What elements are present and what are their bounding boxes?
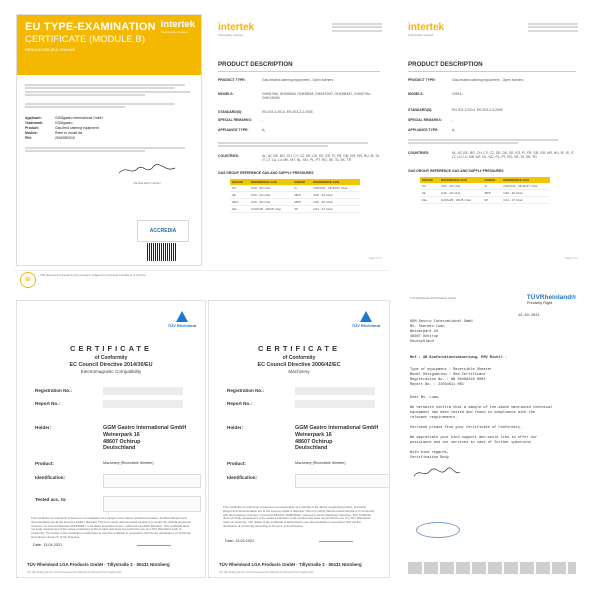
- certificate-heading: CERTIFICATE: [69, 344, 153, 353]
- label-tested: Tested acc. to:: [35, 497, 67, 502]
- label-standards: STANDARD(S):: [218, 110, 243, 114]
- tuv-logo: TÜV Rheinland: [167, 311, 197, 333]
- holder-address: GGM Gastro International GmbH Weinerpark 16 48607 Ochtrup Deutschland: [295, 425, 379, 452]
- certificate-subheading: of Conformity: [94, 355, 128, 361]
- intertek-footer-strip: [14, 270, 388, 289]
- address-block: [332, 22, 382, 33]
- page-title: PRODUCT DESCRIPTION: [408, 61, 483, 68]
- footer-disclaimer: This document is issued by the Company subject to its General Conditions of Service.: [40, 273, 147, 277]
- certificate-subheading: of Conformity: [282, 355, 316, 361]
- label-product-type: PRODUCT TYPE:: [218, 78, 246, 82]
- letter-detail: Type of equipment : Reversible Sheeter: [410, 368, 492, 372]
- label-standards: STANDARD(S):: [408, 108, 433, 112]
- gas-table-caption: GAS GROUP, REFERENCE GAS AND SUPPLY PRESSURES: [218, 171, 314, 175]
- intertek-circle-logo: in: [20, 272, 36, 288]
- page-title: PRODUCT DESCRIPTION: [218, 61, 293, 68]
- gas-table-caption: GAS GROUP, REFERENCE GAS AND SUPPLY PRESSURES: [408, 169, 504, 173]
- value-countries: AL, AT, BE, BG, CH, CY, CZ, DE, DK, EE, ES, FI, FR, GB, GR, HR, HU, IE, IS, IT, LT, LU, LV, MK, MT, NL, NO, PL, PT, RO, SE, SI, SK, TR: [262, 154, 380, 162]
- label-models: MODELS:: [218, 92, 234, 96]
- ce-marking-note: The CE marking may be used if all relevant and effective EC Directives are complied with.: [219, 571, 314, 574]
- letter-body: equipment has been tested and found in compliance with the: [410, 411, 536, 415]
- table-row: 2H G20 - 20 mbar 3+ G30/G31 - 28-30/37 mbar: [420, 183, 550, 190]
- label-countries: COUNTRIES:: [218, 154, 240, 158]
- label-holder: Holder:: [227, 425, 244, 430]
- table-row: 2ELL G20 - 20 mbar 3B/P G30 - 50 mbar: [230, 199, 360, 206]
- label-appliance-type: APPLIANCE TYPE:: [218, 128, 249, 132]
- intertek-tagline: Total Quality. Assured.: [160, 30, 189, 34]
- certification-body: Certification Body: [410, 456, 449, 460]
- table-row: 2E G20 - 20 mbar 3B/P G30 - 30 mbar: [420, 190, 550, 197]
- page-number: Page 2 of 3: [368, 257, 382, 260]
- certificate-title-line2: CERTIFICATE (MODULE B): [25, 34, 145, 45]
- page-number: Page 3 of 3: [564, 257, 578, 260]
- letter-detail: Model Designation : See Certificate: [410, 373, 486, 377]
- value-countries: AL, AT, BE, BG, CH, CY, CZ, DE, DK, EE, ES, FI, FR, GB, GR, HR, HU, IE, IS, IT, LT, LU, LV, MK, MT, NL, NO, PL, PT, RO, SE, SI, SK, TR: [452, 151, 575, 159]
- intertek-logo-text: intertek: [160, 19, 195, 30]
- reference-line: Ref.: AB Konformitaetsbewertung, EMV Richtl.:: [410, 356, 508, 360]
- label-report: Report No.:: [227, 401, 253, 406]
- letter-detail: Registration No. : AN 50468218 0002: [410, 378, 486, 382]
- value-standards: EN 203-1:2014, EN 203-2-3:2005: [452, 108, 503, 112]
- closing: With kind regards,: [410, 451, 449, 455]
- label-registration: Registration No.:: [35, 388, 73, 393]
- letter-date: 13.04.2021: [518, 314, 540, 318]
- table-header-row: GROUP REFERENCE GAS GROUP REFERENCE GAS: [420, 177, 550, 183]
- label-models: MODELS:: [408, 92, 424, 96]
- intertek-logo: intertek Total Quality. Assured.: [218, 22, 255, 37]
- label-appliance-type: APPLIANCE TYPE:: [408, 128, 439, 132]
- field-pin: PIN: 2531BR0019: [25, 135, 75, 140]
- recipient-line: Weinerpark 16: [410, 330, 439, 334]
- letter-body: relevant requirements.: [410, 416, 458, 420]
- value-appliance-type: A₁: [452, 128, 456, 132]
- product-description-page-2: [208, 14, 390, 266]
- certificate-body: [25, 83, 195, 154]
- tuv-triangle-icon: [176, 311, 188, 322]
- label-special-remarks: SPECIAL REMARKS:: [218, 118, 252, 122]
- intertek-logo: intertek Total Quality. Assured.: [408, 22, 445, 37]
- signature-line: [319, 529, 353, 542]
- approval-note-bars: [218, 141, 380, 149]
- identification-box: [295, 474, 390, 488]
- signature-block: [112, 163, 182, 186]
- product-description-page-3: [398, 14, 586, 266]
- field-models: Models: Refer to model list: [25, 130, 83, 135]
- letter-body: assistance and our services in case of further questions.: [410, 441, 533, 445]
- emc-certificate: [16, 300, 206, 578]
- field-trademark: Trademark: GGMgastro: [25, 120, 73, 125]
- value-product-type: Gas-heated catering equipment - Open burners: [262, 78, 334, 82]
- signatory-name: Michela Albini Gardini: [133, 181, 161, 185]
- ce-marking-note: The CE marking may be used if all relevant and effective EC Directives are complied with.: [27, 571, 122, 574]
- directive-title: EC Council Directive 2006/42/EC: [257, 362, 341, 368]
- confirmation-letter: [398, 290, 586, 580]
- company-stamp: [416, 522, 460, 538]
- eu-type-examination-certificate: [16, 14, 202, 266]
- issue-date: Date: 13.04.2021: [225, 539, 255, 543]
- registration-value-redacted: [103, 387, 183, 395]
- salutation: Dear Ms. Luan,: [410, 396, 441, 400]
- label-special-remarks: SPECIAL REMARKS:: [408, 118, 442, 122]
- certificate-title-line1: EU TYPE-EXAMINATION: [25, 21, 156, 33]
- signature-line: [137, 533, 171, 546]
- value-appliance-type: A₁: [262, 128, 266, 132]
- table-row: 2H G20 - 20 mbar 3+ G30/G31 - 28-30/37 mbar: [230, 185, 360, 192]
- label-product: Product:: [35, 461, 54, 466]
- field-product: Product: Gas-fired catering equipment: [25, 125, 99, 130]
- product-value: Machinery (Reversible Sheeter): [295, 461, 346, 465]
- label-holder: Holder:: [35, 425, 52, 430]
- recipient-line: Deutschland: [410, 340, 434, 344]
- tuv-logo: TÜV Rheinland: [351, 311, 381, 333]
- barcode: [147, 243, 177, 261]
- directive-title: EC Council Directive 2014/30/EU: [69, 362, 153, 368]
- label-identification: Identification:: [35, 475, 66, 480]
- table-row: 2E+ G20/G25 - 20/25 mbar 3P G31 - 37 mbar: [230, 206, 360, 213]
- label-product: Product:: [227, 461, 246, 466]
- issue-date: Date: 13.04.2021: [33, 543, 63, 547]
- certificate-fine-print: This certificate of conformity is based on an examination of a sample of the above mentioned product. Technical Report and documentation are at the Licence Holder's disposal. This is to certify that the tested sample is in conformity with all provisions of Annex I of Council Directive 2006/42/EC, referred to as the Machinery Directive. This certificate does not imply assessment of the series-production of the product and does not permit the use of a TÜV Rheinland mark of conformity. The holder of the certificate is authorised to use this certificate in connection with the EC declaration of conformity according to Annex II of the Directive.: [223, 505, 375, 528]
- approval-note-bars: [408, 138, 576, 146]
- intertek-logo: [161, 19, 195, 34]
- gas-group-table: [420, 177, 550, 204]
- table-header-row: GROUP REFERENCE GAS GROUP REFERENCE GAS: [230, 179, 360, 185]
- letter-body: We appreciate your kind support and would like to offer our: [410, 436, 538, 440]
- letter-body: Enclosed please find your Certificate of Conformity.: [410, 426, 523, 430]
- recipient-line: 48607 Ochtrup: [410, 335, 439, 339]
- tuv-triangle-icon: [360, 311, 372, 322]
- product-value: Machinery (Reversible Sheeter): [103, 461, 154, 465]
- holder-address: GGM Gastro International GmbH Weinerpark 16 48607 Ochtrup Deutschland: [103, 425, 187, 452]
- signature-scribble: [117, 163, 177, 177]
- address-block: [528, 22, 578, 33]
- label-product-type: PRODUCT TYPE:: [408, 78, 436, 82]
- report-value-redacted: [295, 400, 375, 408]
- issuer-footer: TÜV Rheinland LGA Products GmbH · Tillystraße 2 · 90431 Nürnberg: [27, 562, 170, 567]
- registration-value-redacted: [295, 387, 375, 395]
- value-special-remarks: -: [452, 118, 454, 122]
- directive-subject: Electromagnetic Compatibility: [80, 369, 142, 374]
- value-standards: EN 203-1:2014, EN 203-2-3:2005: [262, 110, 313, 114]
- sender-company: TÜV Rheinland LGA Products GmbH: [410, 296, 456, 300]
- value-product-type: Gas-heated catering equipment - Open burners: [452, 78, 524, 82]
- certificate-regulation: REGULATION (EU) 2016/426: [25, 48, 76, 52]
- tuv-rheinland-logo: TÜVRheinland® Precisely Right.: [526, 294, 576, 305]
- value-special-remarks: -: [262, 118, 264, 122]
- value-models: GHK870M, GHK880M, GHK890M, GHK870MT, GHK880MT, GHK870M, GHK1300M: [262, 92, 371, 100]
- recipient-line: GGM Gastro International GmbH: [410, 320, 473, 324]
- field-applicant: Applicant: GGMgastro International GmbH: [25, 115, 103, 120]
- issuer-footer: TÜV Rheinland LGA Products GmbH · Tillystraße 2 · 90431 Nürnberg: [219, 562, 362, 567]
- label-countries: COUNTRIES:: [408, 151, 430, 155]
- letter-body: We herewith confirm that a sample of the above mentioned technical: [410, 406, 553, 410]
- certificate-heading: CERTIFICATE: [257, 344, 341, 353]
- table-row: 2E+ G20/G25 - 20/25 mbar 3P G31 - 37 mbar: [420, 197, 550, 204]
- recipient-line: Ms. Shereen Luan: [410, 325, 445, 329]
- identification-box: [103, 474, 201, 488]
- signature-scribble: [412, 466, 462, 480]
- letter-footer: [408, 562, 576, 574]
- label-identification: Identification:: [227, 475, 258, 480]
- table-row: 2E G20 - 20 mbar 3B/P G30 - 30 mbar: [230, 192, 360, 199]
- gas-group-table: [230, 179, 360, 213]
- tested-standards-box: [103, 496, 201, 512]
- report-value-redacted: [103, 400, 183, 408]
- certificate-fine-print: This certificate of conformity is based on an evaluation of a sample of the above mentioned product. Technical Report and documentation are at the Licence Holder's disposal. This is to certify that the tested sample is in conformity with all provisions of Annex I of Council Directive 2014/30/EU, in its latest amended version, referred to as EMC Directive. This certificate does not imply assessment of the series-production of the product and does not permit the use of a TÜV Rheinland mark of conformity. The holder of the certificate is authorised to use this certificate in connection with the EC declaration of conformity according to Annex IV of the Directive.: [31, 516, 191, 539]
- directive-subject: Machinery: [288, 369, 310, 374]
- label-report: Report No.:: [35, 401, 61, 406]
- certificate-hero-banner: [17, 15, 202, 75]
- label-registration: Registration No.:: [227, 388, 265, 393]
- accredia-logo: ACCREDIA: [137, 220, 189, 242]
- letter-detail: Report No. : 21034611 001: [410, 383, 464, 387]
- machinery-certificate: [208, 300, 390, 578]
- value-models: GHK3...: [452, 92, 465, 96]
